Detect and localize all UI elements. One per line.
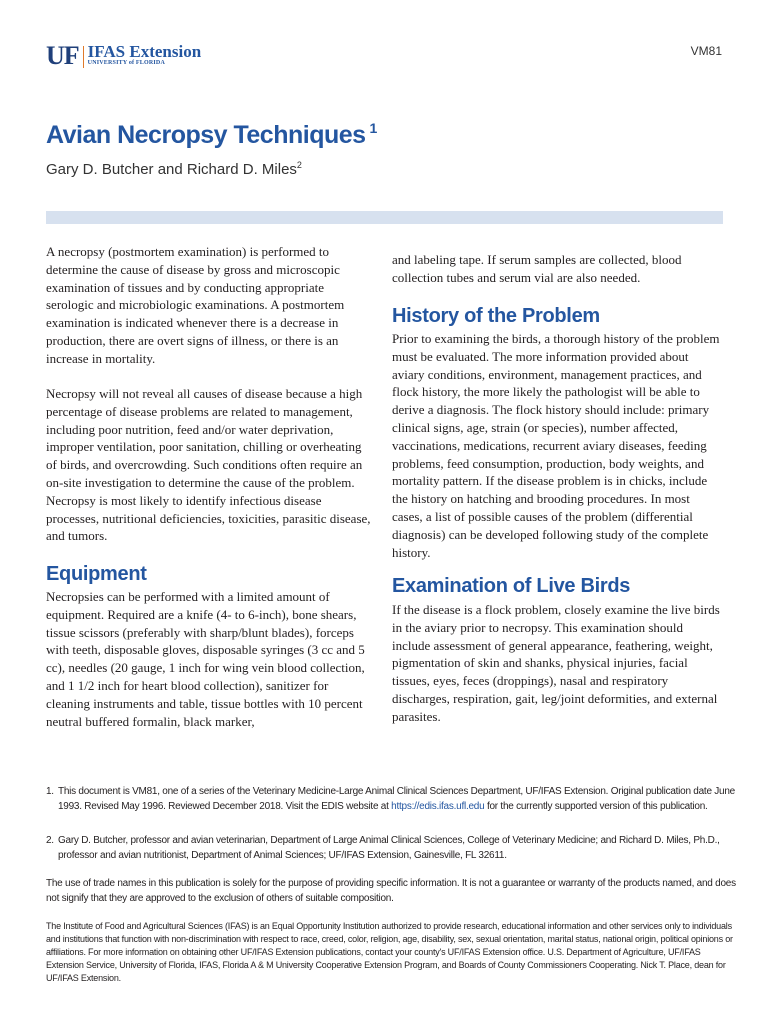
- title-footnote-ref: 1: [369, 120, 377, 136]
- equipment-heading: Equipment: [46, 563, 147, 585]
- footnote-text: Gary D. Butcher, professor and avian veterinarian, Department of Large Animal Clinical Sciences, College of Veterinary Medicine; and Richard D. Miles, Ph.D., professor and avian nutritionist, Department of Animal Sciences; UF/IFAS Extension, Gainesville, FL 32611.: [58, 835, 720, 861]
- header-divider-bar: [46, 211, 723, 224]
- footnote-text: for the currently supported version of this publication.: [484, 800, 708, 812]
- equipment-continued-paragraph: and labeling tape. If serum samples are collected, blood collection tubes and serum vial are also needed.: [392, 252, 682, 285]
- authors-text: Gary D. Butcher and Richard D. Miles: [46, 161, 297, 178]
- footnote-1: [46, 785, 736, 814]
- edis-link[interactable]: https://edis.ifas.ufl.edu: [391, 800, 485, 812]
- uf-ifas-logo: [46, 41, 202, 70]
- page-title: [46, 120, 377, 150]
- authors-footnote-ref: 2: [296, 160, 302, 170]
- footnote-2: [46, 834, 736, 863]
- intro-paragraph: A necropsy (postmortem examination) is performed to determine the cause of disease by gross and microscopic examination of tissues and by conducting appropriate serologic and microbiologic examinations. A postmortem examination is indicated whenever there is a decrease in production, there are overt signs of illness, or there is an increase in mortality.: [46, 244, 345, 366]
- history-heading: History of the Problem: [392, 305, 600, 327]
- history-paragraph: Prior to examining the birds, a thorough history of the problem must be evaluated. The more information provided about aviary conditions, environment, management practices, and flock history, the more likely the pathologist will be able to derive a diagnosis. The flock history should include: primary clinical signs, age, strain (or species), number affected, vaccinations, medications, recurrent aviary diseases, feeding problems, feed consumption, production, body weights, and mortality pattern. If the disease problem is in chicks, include the history on hatching and brooding procedures. In most cases, a list of possible causes of the problem (differential diagnosis) can be developed following study of the complete history.: [392, 331, 720, 560]
- trade-names-disclaimer: The use of trade names in this publication is solely for the purpose of providing specific information. It is not a guarantee or warranty of the products named, and does not signify that they are approved to the exclusion of others of suitable composition.: [46, 878, 736, 904]
- examination-heading: Examination of Live Birds: [392, 575, 631, 597]
- limits-paragraph: Necropsy will not reveal all causes of disease because a high percentage of disease problems are related to management, including poor nutrition, feed and/or water deprivation, improper ventilation, poor sanitation, chilling or overheating of birds, and overcrowding. Such conditions often require an on-site investigation to determine the cause of the problem. Necropsy is most likely to identify infectious disease processes, nutritional deficiencies, toxicities, parasitic disease, and tumors.: [46, 386, 371, 544]
- examination-paragraph: If the disease is a flock problem, closely examine the live birds in the aviary prior to necropsy. This examination should include assessment of general appearance, feathering, weight, pigmentation of skin and shanks, physical injuries, facial tissues, eyes, feces (droppings), nasal and respiratory discharges, respiration, gait, leg/joint deformities, and external parasites.: [392, 602, 720, 724]
- logo-university: UNIVERSITY of FLORIDA: [87, 60, 165, 66]
- title-text: Avian Necropsy Techniques: [46, 121, 366, 149]
- equipment-paragraph: Necropsies can be performed with a limited amount of equipment. Required are a knife (4- to 6-inch), bone shears, tissue scissors (preferably with sharp/blunt blades), forceps with teeth, disposable gloves, disposable syringes (3 cc and 5 cc), needles (20 gauge, 1 inch for wing vein blood collection, and 1 1/2 inch for heart blood collection), sanitizer for cleaning instruments and table, tissue bottles with 10 percent neutral buffered formalin, black marker,: [46, 589, 365, 729]
- authors: [46, 160, 302, 178]
- footnote-text: This document is VM81, one of a series of the Veterinary Medicine-Large Animal Clinical Sciences Department, UF/IFAS Extension. Original publication date June 1993. Revised May 1996. Reviewed December 2018. Visit the EDIS website at: [58, 786, 735, 812]
- logo-uf: UF: [46, 41, 79, 70]
- footnote-number: 2.: [46, 835, 54, 846]
- equal-opportunity-statement: The Institute of Food and Agricultural Sciences (IFAS) is an Equal Opportunity Institution authorized to provide research, educational information and other services only to individuals and institutions that function with non-discrimination with respect to race, creed, color, religion, age, disability, sex, sexual orientation, marital status, national origin, political opinions or affiliations. For more information on obtaining other UF/IFAS Extension publications, contact your county's UF/IFAS Extension office. U.S. Department of Agriculture, UF/IFAS Extension Service, University of Florida, IFAS, Florida A & M University Cooperative Extension Program, and Boards of County Commissioners Cooperating. Nick T. Place, dean for UF/IFAS Extension.: [46, 921, 733, 983]
- logo-ifas: IFAS Extension: [87, 42, 202, 61]
- document-code: VM81: [690, 44, 722, 58]
- logo-divider: [83, 46, 84, 68]
- footnote-number: 1.: [46, 786, 54, 797]
